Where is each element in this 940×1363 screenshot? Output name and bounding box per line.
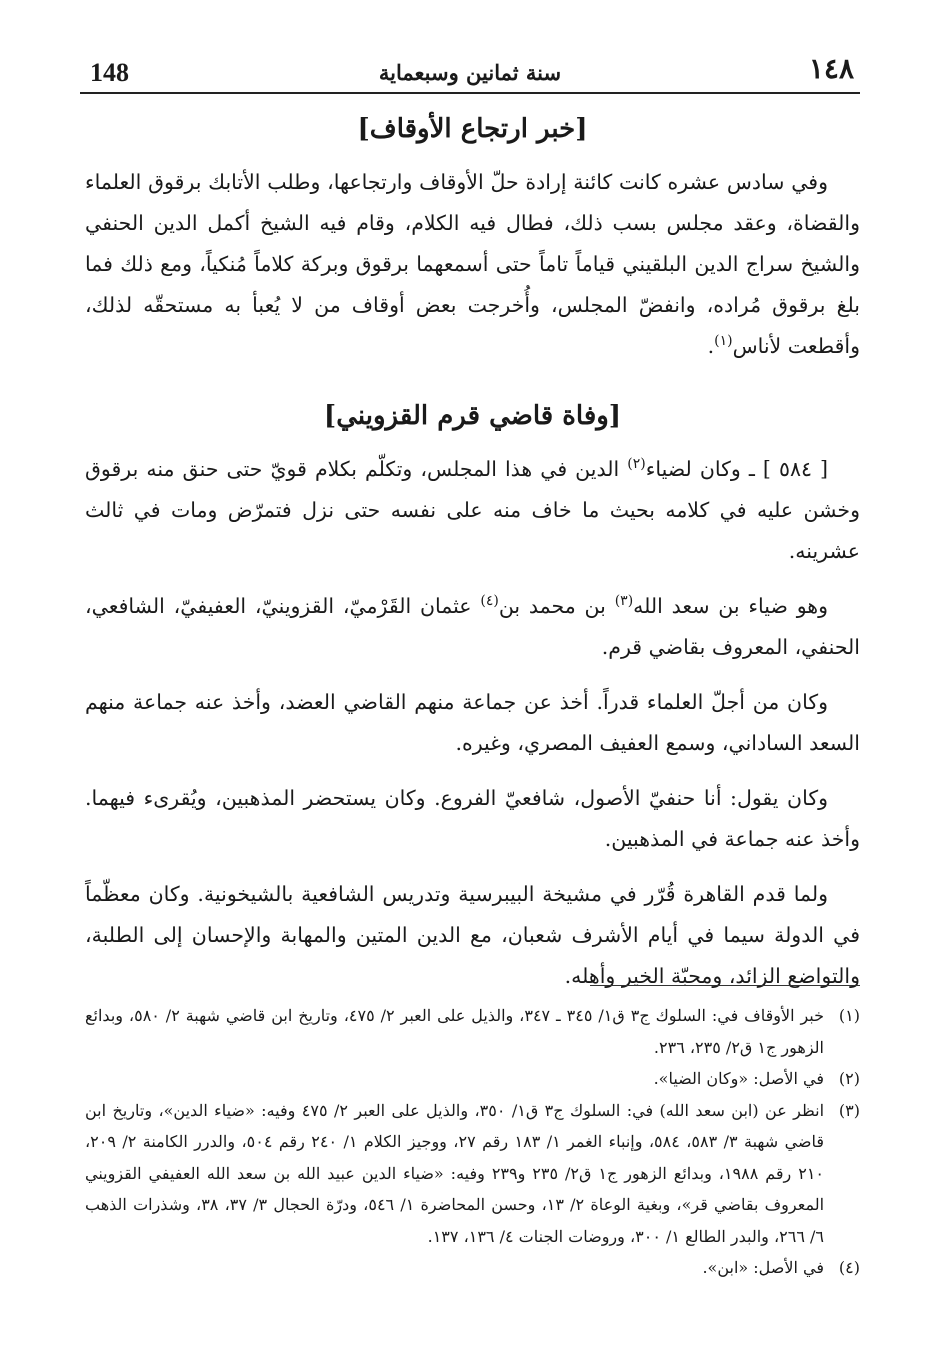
entry-paragraph-1-a: ـ وكان لضياء — [645, 457, 755, 481]
entry-paragraph-5: ولما قدم القاهرة قُرّر في مشيخة البيبرسية وتدريس الشافعية بالشيخونية. وكان معظّماً في الدولة سيما في أيام الأشرف شعبان، مع الدين المتين والمهابة والإحسان إلى الطلبة، والتواضع الزائد، ومحبّة الخير وأهله. — [85, 882, 860, 988]
footnote-label: (٢) — [838, 1069, 860, 1088]
entry-paragraph-1-b: الدين في هذا المجلس، وتكلّم بكلام قويّ حتى حنق منه برقوق وخشن عليه في كلامه بحيث ما خاف منه على نفسه حتى نزل فتمرّض ومات في ثالث عشرينه. — [85, 457, 860, 563]
footnote-label: (٤) — [838, 1258, 860, 1277]
footnote-text: خبر الأوقاف في: السلوك ج٣ ق١/ ٣٤٥ ـ ٣٤٧، والذيل على العبر ٢/ ٤٧٥، وتاريخ ابن قاضي شهبة ٢/ ٥٨٠، وبدائع الزهور ج١ ق٢/ ٢٣٥، ٢٣٦. — [85, 1006, 825, 1057]
footnote-label: (١) — [838, 1006, 860, 1025]
footnote-ref-3: (٣) — [614, 593, 634, 610]
entry-paragraph-2-b: بن محمد بن — [498, 594, 606, 618]
waqf-paragraph-end: . — [707, 334, 715, 358]
section-title-qadi-qirim: [وفاة قاضي قرم القزويني] — [323, 401, 622, 431]
footnote-ref-2: (٢) — [627, 456, 646, 473]
waqf-paragraph — [85, 162, 860, 367]
footnote — [85, 1000, 860, 1063]
entry-paragraph-3: وكان من أجلّ العلماء قدراً. أخذ عن جماعة منهم القاضي العضد، وأخذ عنه جماعة منهم السعد الساداني، وسمع العفيف المصري، وغيره. — [85, 690, 860, 755]
entry-number: [ ٥٨٤ ] — [762, 457, 829, 481]
running-header — [80, 52, 860, 94]
entry-paragraph-2-a: وهو ضياء بن سعد الله — [633, 594, 828, 618]
section-title-waqf: [خبر ارتجاع الأوقاف] — [357, 114, 588, 144]
footnote-ref-4: (٤) — [480, 593, 499, 610]
entry-paragraph-2 — [85, 586, 860, 668]
footnote-divider — [590, 985, 860, 986]
footnote-text: في الأصل: «ابن». — [702, 1258, 824, 1277]
running-title: سنة ثمانين وسبعماية — [378, 60, 562, 85]
footnote-ref-1: (١) — [714, 333, 733, 350]
entry-paragraph-4: وكان يقول: أنا حنفيّ الأصول، شافعيّ الفروع. وكان يستحضر المذهبين، ويُقرىء فيهما. وأخذ عنه جماعة في المذهبين. — [85, 786, 860, 851]
footnote — [85, 1252, 860, 1284]
page-number-arabic: ١٤٨ — [808, 52, 854, 85]
footnote-text: في الأصل: «وكان الضيا». — [653, 1069, 824, 1088]
footnote-label: (٣) — [838, 1100, 860, 1120]
entry-paragraph-1 — [85, 449, 860, 572]
page-number-latin: 148 — [90, 58, 129, 87]
entry-paragraph-2-c: عثمان القَرْميّ، القزوينيّ، العفيفيّ، الشافعي، الحنفي، المعروف بقاضي قرم. — [85, 594, 860, 659]
footnote-text: انظر عن (ابن سعد الله) في: السلوك ج٣ ق١/ ٣٥٠، والذيل على العبر ٢/ ٤٧٥ وفيه: «ضياء الدين»، وتاريخ ابن قاضي شهبة ٣/ ٥٨٣، ٥٨٤، وإنباء الغمر ١/ ١٨٣ رقم ٢٧، ووجيز الكلام ١/ ٢٤٠ رقم ٥٠٤، والدرر الكامنة ٢/ ٢٠٩، ٢١٠ رقم ١٩٨٨، وبدائع الزهور ج١ ق٢/ ٢٣٥ و٢٣٩ وفيه: «ضياء الدين عبيد الله بن سعد الله العفيفي القزويني المعروف بقاضي قر»، وبغية الوعاة ٢/ ١٣، وحسن المحاضرة ١/ ٥٤٦، ودرّة الحجال ٣/ ٣٧، ٣٨، وشذرات الذهب ٦/ ٢٦٦، والبدر الطالع ١/ ٣٠٠، وروضات الجنات ٤/ ١٣٦، ١٣٧. — [85, 1100, 825, 1246]
footnotes — [85, 1000, 860, 1284]
waqf-paragraph-text: وفي سادس عشره كانت كائنة إرادة حلّ الأوقاف وارتجاعها، وطلب الأتابك برقوق العلماء والقضاة، وعقد مجلس بسب ذلك، فطال فيه الكلام، وقام فيه الشيخ أكمل الدين الحنفي والشيخ سراج الدين البلقيني قياماً تاماً حتى أسمعهما برقوق وبركة كلاماً مُنكياً، ومع ذلك فما بلغ برقوق مُراده، وانفضّ المجلس، وأُخرجت بعض أوقاف من لا يُعبأ به مستحقّه لذلك، وأقطعت لأناس — [85, 170, 860, 358]
footnote — [85, 1095, 860, 1253]
main-text — [85, 104, 860, 997]
footnote — [85, 1063, 860, 1095]
